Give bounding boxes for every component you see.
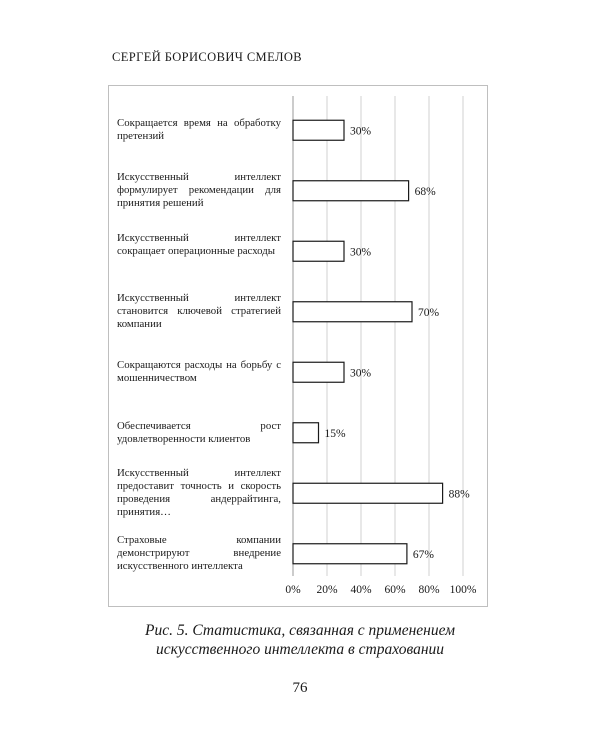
bar [293,362,344,382]
data-label: 70% [418,306,440,319]
bar [293,423,319,443]
data-label: 68% [414,185,436,198]
x-tick-label: 100% [449,584,477,596]
x-tick-label: 0% [285,584,301,596]
data-label: 15% [324,427,346,440]
chart-plot [109,86,489,608]
figure-caption-line-2: искусственного интеллекта в страховании [155,641,445,658]
x-tick-label: 20% [316,584,338,596]
bar-chart [108,85,488,607]
category-label: Сокращается время на обработку претензий [117,117,281,143]
bar [293,544,407,564]
category-label: Искусственный интеллект становится ключевой стратегией компании [117,292,281,331]
category-label: Сокращаются расходы на борьбу с мошенничеством [117,359,281,385]
data-label: 67% [412,548,434,561]
x-tick-label: 80% [418,584,440,596]
data-label: 30% [350,125,372,138]
bar [293,302,412,322]
figure-caption-line-1: Рис. 5. Статистика, связанная с применением [145,622,455,639]
category-label: Обеспечивается рост удовлетворенности клиентов [117,419,281,445]
category-label: Искусственный интеллект сокращает операционные расходы [117,231,281,257]
data-label: 30% [350,367,372,380]
category-label: Страховые компании демонстрируют внедрение искусственного интеллекта [117,534,281,573]
data-label: 88% [448,488,470,501]
category-label: Искусственный интеллект формулирует рекомендации для принятия решений [117,171,281,210]
running-header: СЕРГЕЙ БОРИСОВИЧ СМЕЛОВ [112,50,302,64]
page-number: 76 [292,680,308,696]
bar [293,483,443,503]
bar [293,181,409,201]
category-label: Искусственный интеллект предоставит точность и скорость проведения андеррайтинга, принятия… [117,467,281,519]
x-tick-label: 60% [384,584,406,596]
bar [293,120,344,140]
data-label: 30% [350,246,372,259]
x-tick-label: 40% [350,584,372,596]
bar [293,241,344,261]
